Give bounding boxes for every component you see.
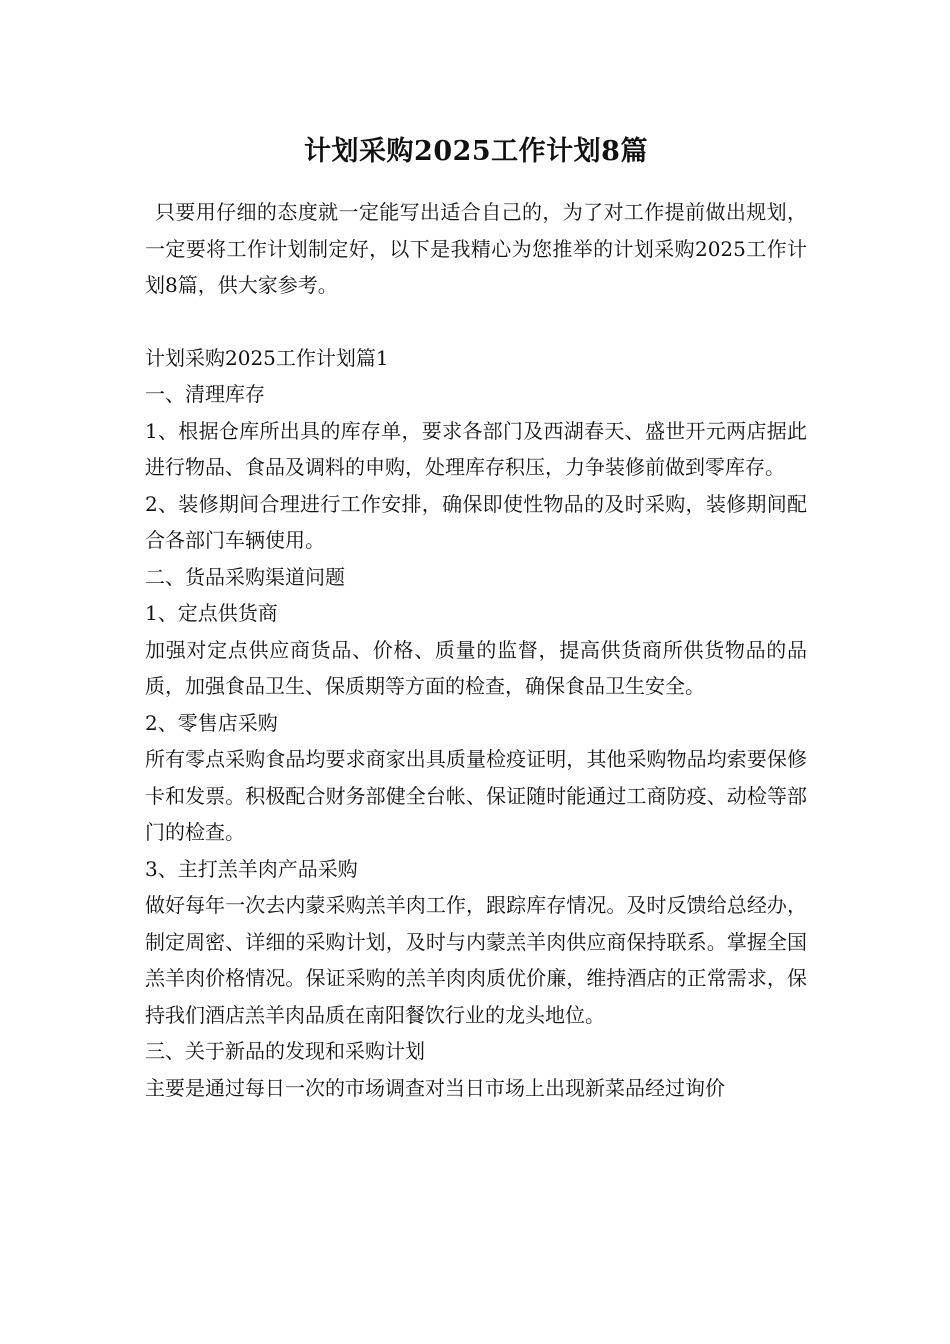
document-page xyxy=(145,128,807,1106)
subheading-retail-purchase: 2、零售店采购 xyxy=(145,710,278,735)
body-paragraph: 2、装修期间合理进行工作安排，确保即使性物品的及时采购，装修期间配合各部门车辆使用。 xyxy=(145,491,807,552)
heading-new-products: 三、关于新品的发现和采购计划 xyxy=(145,1039,425,1063)
body-paragraph: 所有零点采购食品均要求商家出具质量检疫证明，其他采购物品均索要保修卡和发票。积极配合财务部健全台帐、保证随时能通过工商防疫、动检等部门的检查。 xyxy=(145,747,807,844)
subheading-lamb-purchase: 3、主打羔羊肉产品采购 xyxy=(145,856,358,881)
body-paragraph: 加强对定点供应商货品、价格、质量的监督，提高供货商所供货物品的品质，加强食品卫生、保质期等方面的检查，确保食品卫生安全。 xyxy=(145,637,807,698)
body-paragraph: 做好每年一次去内蒙采购羔羊肉工作，跟踪库存情况。及时反馈给总经办，制定周密、详细的采购计划，及时与内蒙羔羊肉供应商保持联系。掌握全国羔羊肉价格情况。保证采购的羔羊肉肉质优价廉，维持酒店的正常需求，保持我们酒店羔羊肉品质在南阳餐饮行业的龙头地位。 xyxy=(145,893,807,1027)
document-title: 计划采购2025工作计划8篇 xyxy=(304,136,648,167)
section-heading-plan-1: 计划采购2025工作计划篇1 xyxy=(145,345,389,370)
paragraph-gap xyxy=(145,304,807,340)
heading-clear-inventory: 一、清理库存 xyxy=(145,382,265,406)
intro-paragraph: 只要用仔细的态度就一定能写出适合自己的，为了对工作提前做出规划，一定要将工作计划制定好，以下是我精心为您推举的计划采购2025工作计划8篇，供大家参考。 xyxy=(145,200,807,297)
body-paragraph: 1、根据仓库所出具的库存单，要求各部门及西湖春天、盛世开元两店据此进行物品、食品及调料的申购，处理库存积压，力争装修前做到零库存。 xyxy=(145,418,807,479)
body-paragraph: 主要是通过每日一次的市场调查对当日市场上出现新菜品经过询价 xyxy=(145,1075,725,1100)
subheading-designated-supplier: 1、定点供货商 xyxy=(145,601,278,625)
heading-purchase-channels: 二、货品采购渠道问题 xyxy=(145,564,345,589)
